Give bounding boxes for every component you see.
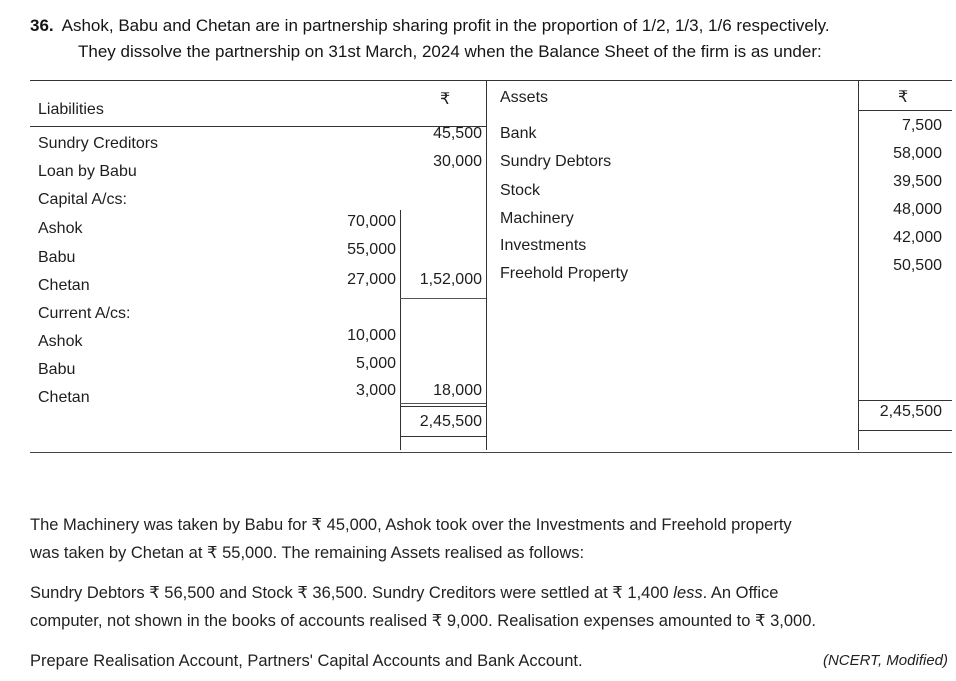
question-text-1: Ashok, Babu and Chetan are in partnership sharing profit in the proportion of 1/2, 1/3, 1/6 respectively. [61, 16, 830, 35]
liab-label: Sundry Creditors [38, 135, 159, 152]
asset-label: Freehold Property [500, 265, 629, 282]
question-number: 36. [30, 16, 54, 35]
sub-rule [400, 298, 486, 299]
liab-label: Capital A/cs: [38, 191, 127, 208]
total-rule-top [400, 406, 486, 407]
liab-label: Chetan [38, 277, 90, 294]
reference-note: (NCERT, Modified) [822, 652, 948, 669]
liab-label: Babu [38, 249, 76, 266]
question-line-1 [30, 14, 830, 38]
liabilities-header: Liabilities [38, 101, 104, 118]
liab-label: Ashok [38, 333, 83, 350]
asset-amount: 58,000 [893, 145, 942, 162]
asset-amount: 7,500 [901, 117, 942, 134]
liab-label: Chetan [38, 389, 90, 406]
asset-amount: 42,000 [893, 229, 942, 246]
asset-label: Machinery [500, 210, 574, 227]
liab-label: Current A/cs: [38, 305, 131, 322]
total-rule-bottom [400, 436, 486, 437]
assets-header: Assets [500, 89, 549, 106]
asset-amount: 48,000 [893, 201, 942, 218]
liab-amount: 30,000 [433, 153, 482, 170]
para-2-line-1 [30, 580, 778, 606]
bs-divider-middle [486, 80, 487, 450]
asset-amount: 50,500 [893, 257, 942, 274]
liab-label: Babu [38, 361, 76, 378]
liab-rupee-header: ₹ [440, 91, 451, 108]
asset-label: Bank [500, 125, 537, 142]
asset-total-rule-bottom [858, 430, 952, 431]
para-1-line-2: was taken by Chetan at ₹ 55,000. The remaining Assets realised as follows: [30, 544, 585, 562]
bs-bottom-rule [30, 452, 952, 453]
liab-amount: 18,000 [433, 382, 482, 399]
liab-sub-amount: 10,000 [347, 327, 396, 344]
asset-rupee-header: ₹ [898, 89, 909, 106]
question-text-2: They dissolve the partnership on 31st March, 2024 when the Balance Sheet of the firm is as under: [78, 42, 822, 61]
para-2-line-2: computer, not shown in the books of accounts realised ₹ 9,000. Realisation expenses amounted to ₹ 3,000. [30, 612, 816, 630]
para-2-less: less [673, 584, 703, 602]
liab-sub-amount: 70,000 [347, 213, 396, 230]
para-3-line-1: Prepare Realisation Account, Partners' Capital Accounts and Bank Account. [30, 652, 583, 670]
bs-divider-assets [858, 80, 859, 450]
para-2-text-b: . An Office [702, 584, 779, 602]
liab-sub-amount: 27,000 [347, 271, 396, 288]
asset-label: Sundry Debtors [500, 153, 612, 170]
asset-label: Investments [500, 237, 587, 254]
asset-amount: 39,500 [893, 173, 942, 190]
para-2-text-a: Sundry Debtors ₹ 56,500 and Stock ₹ 36,500. Sundry Creditors were settled at ₹ 1,400 [30, 584, 674, 602]
liab-sub-amount: 3,000 [355, 382, 396, 399]
asset-label: Stock [500, 182, 541, 199]
balance-sheet [30, 80, 952, 455]
liab-sub-amount: 55,000 [347, 241, 396, 258]
liab-label: Loan by Babu [38, 163, 137, 180]
liab-amount: 45,500 [433, 125, 482, 142]
liab-total: 2,45,500 [419, 413, 482, 430]
bs-divider-sub [400, 210, 401, 450]
liab-label: Ashok [38, 220, 83, 237]
liab-sub-amount: 5,000 [355, 355, 396, 372]
liab-amount: 1,52,000 [419, 271, 482, 288]
asset-total: 2,45,500 [879, 403, 942, 420]
para-1-line-1: The Machinery was taken by Babu for ₹ 45,000, Ashok took over the Investments and Freehold property [30, 516, 792, 534]
bs-top-rule [30, 80, 952, 81]
